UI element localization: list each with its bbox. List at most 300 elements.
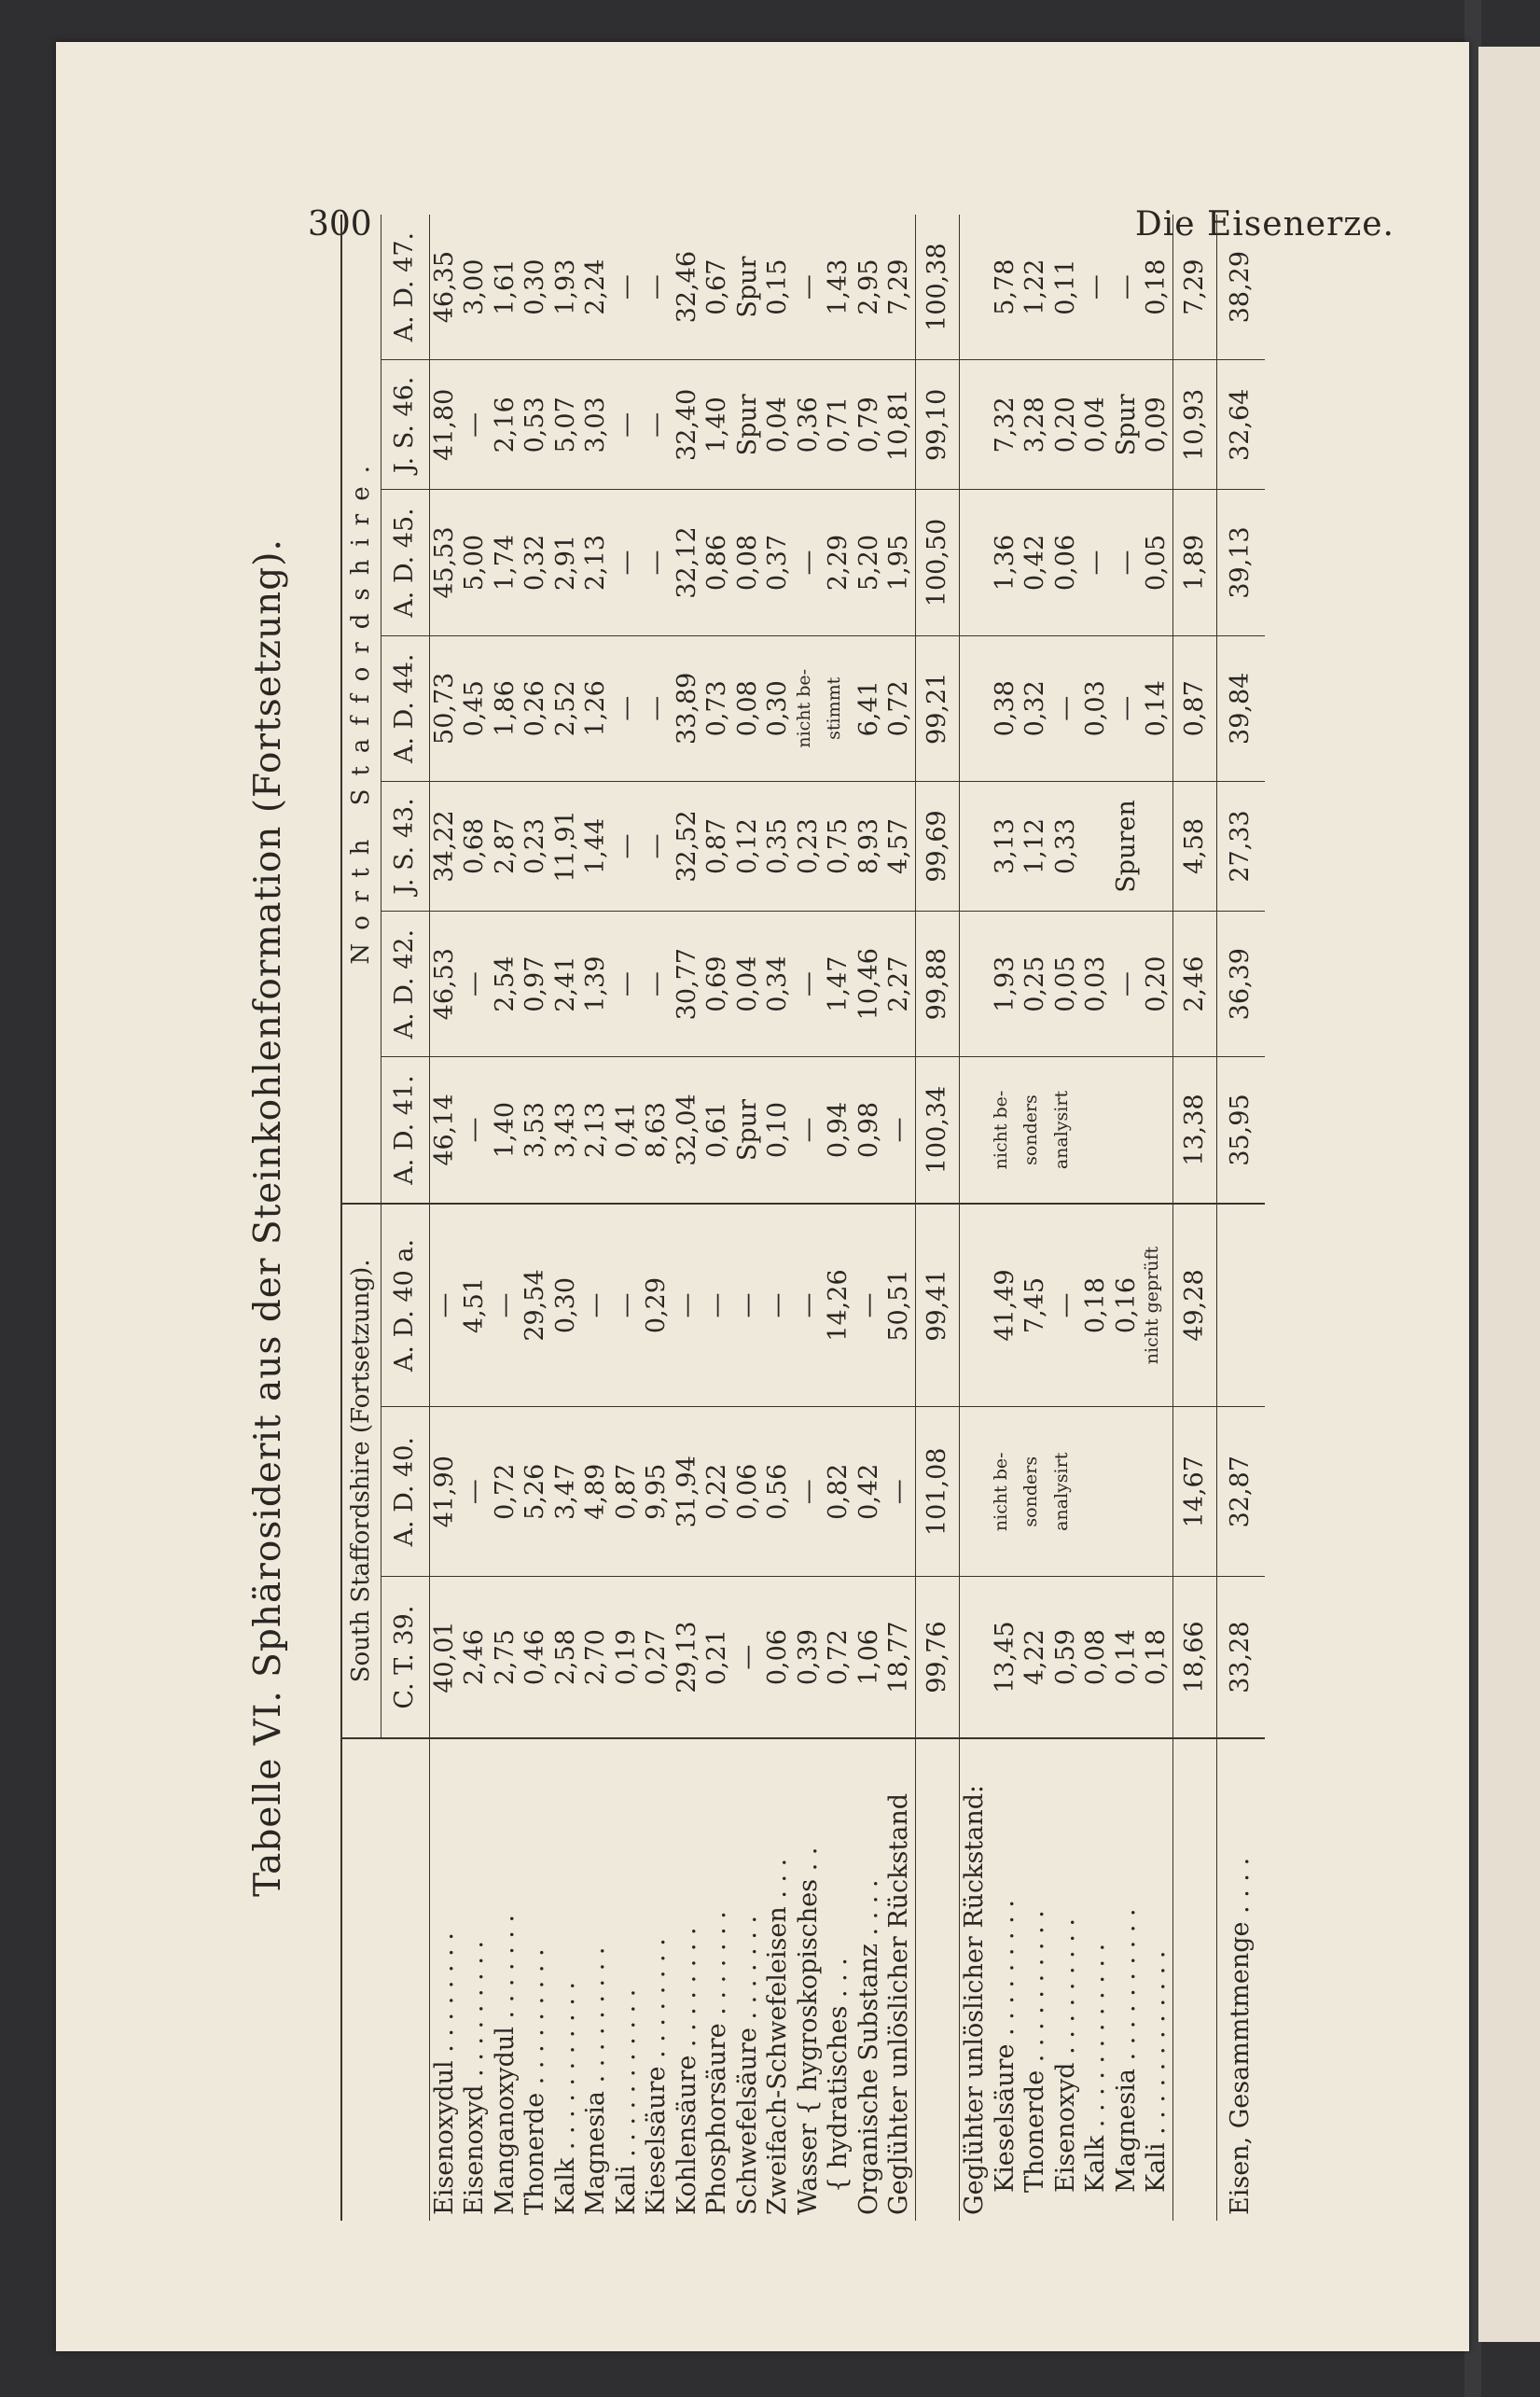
sum-value: 100,38	[915, 215, 960, 360]
table-row-value: 1,40	[702, 360, 733, 490]
table-row-value: 2,52	[551, 635, 582, 781]
table-row-value: —	[491, 1204, 521, 1407]
table-row-label: Eisenoxydul . . . . . . . .	[429, 1932, 459, 2215]
table-row-value: 4,51	[460, 1204, 491, 1407]
table-row-value: 0,08	[733, 490, 764, 635]
table-row-value: 2,91	[551, 490, 582, 635]
table-row-value: —	[794, 490, 825, 635]
table-row-value: 5,20	[854, 490, 885, 635]
table-row-value: 9,95	[642, 1407, 673, 1577]
table-row-value: 2,27	[884, 912, 915, 1057]
table-row-value: —	[460, 1057, 491, 1204]
table-row-value: 0,72	[824, 1577, 854, 1738]
table-row-value: 2,54	[491, 912, 521, 1057]
sum-value: 99,88	[915, 912, 960, 1057]
residue-row-value: 0,14	[1112, 1577, 1143, 1738]
table-row-value: 2,41	[551, 912, 582, 1057]
empty-cell	[960, 1057, 991, 1204]
table-row-value: 34,22	[429, 781, 460, 911]
table-row-value: 1,95	[884, 490, 915, 635]
table-row-value: —	[702, 1204, 733, 1407]
table-row-value: 5,26	[520, 1407, 551, 1577]
table-row-value: 0,71	[824, 360, 854, 490]
label-header	[382, 1738, 430, 2221]
table-row-value: 1,43	[824, 215, 854, 360]
table-row-value: —	[884, 1057, 915, 1204]
residue-row-value	[1142, 781, 1172, 911]
table-row-value: 40,01	[429, 1577, 460, 1738]
table-row-value: 1,86	[491, 635, 521, 781]
table-row-value: —	[642, 781, 673, 911]
table-row-value: 0,08	[733, 635, 764, 781]
empty-cell	[960, 490, 991, 635]
residue-sum-value: 14,67	[1172, 1407, 1217, 1577]
group-north-staffordshire: North Staffordshire.	[341, 215, 382, 1204]
table-row-value: 0,61	[702, 1057, 733, 1204]
residue-row-value	[1112, 1407, 1143, 1577]
sum-value: 99,69	[915, 781, 960, 911]
residue-row-value: sonders	[1020, 1407, 1051, 1577]
residue-row-value: 0,20	[1051, 360, 1082, 490]
sum-value: 100,50	[915, 490, 960, 635]
total-value: 38,29	[1217, 215, 1265, 360]
empty-cell	[960, 1577, 991, 1738]
table-row-value: 0,39	[794, 1577, 825, 1738]
table-row-value: 1,40	[491, 1057, 521, 1204]
residue-row-label: Thonerde . . . . . . . . . .	[1020, 1910, 1050, 2193]
residue-row-value: nicht be-	[991, 1407, 1021, 1577]
table-row-value: 0,10	[763, 1057, 794, 1204]
column-header: A. D. 40.	[382, 1407, 430, 1577]
column-header: A. D. 47.	[382, 215, 430, 360]
table-row-value: —	[460, 360, 491, 490]
table-row-value: 0,56	[763, 1407, 794, 1577]
residue-row-value: —	[1112, 215, 1143, 360]
residue-sum-value: 1,89	[1172, 490, 1217, 635]
table-row-label: { hydratisches . . .	[824, 1958, 853, 2193]
column-header: A. D. 44.	[382, 635, 430, 781]
table-row-value: 0,68	[460, 781, 491, 911]
residue-row-value: —	[1081, 490, 1112, 635]
residue-row-value: 1,12	[1020, 781, 1051, 911]
residue-row-value: 7,32	[991, 360, 1021, 490]
residue-row-value: —	[1112, 635, 1143, 781]
residue-row-value	[1112, 1057, 1143, 1204]
table-row-value: 41,80	[429, 360, 460, 490]
table-row-value: 45,53	[429, 490, 460, 635]
table-row-value: —	[884, 1407, 915, 1577]
residue-sum-value: 49,28	[1172, 1204, 1217, 1407]
table-row-label: Wasser { hygroskopisches . .	[793, 1847, 823, 2215]
table-row-value: —	[612, 912, 643, 1057]
table-row-value: 0,12	[733, 781, 764, 911]
table-row-value: 1,47	[824, 912, 854, 1057]
residue-row-value: 1,36	[991, 490, 1021, 635]
residue-row-value: 4,22	[1020, 1577, 1051, 1738]
residue-row-value: 13,45	[991, 1577, 1021, 1738]
residue-row-value: 0,33	[1051, 781, 1082, 911]
table-row-value: 2,13	[581, 490, 612, 635]
table-row-value: —	[733, 1204, 764, 1407]
residue-row-label: Eisenoxyd . . . . . . . . .	[1050, 1917, 1080, 2193]
table-row-value: 2,29	[824, 490, 854, 635]
column-header: A. D. 41.	[382, 1057, 430, 1204]
residue-row-value: —	[1112, 912, 1143, 1057]
residue-row-value: Spur	[1112, 360, 1143, 490]
table-row-value: 14,26	[824, 1204, 854, 1407]
residue-row-value: 0,18	[1142, 215, 1172, 360]
table-row-value: —	[854, 1204, 885, 1407]
table-row-value: 32,12	[673, 490, 703, 635]
table-row-value: —	[612, 215, 643, 360]
residue-row-label: Kalk . . . . . . . . . . . .	[1081, 1943, 1111, 2193]
table-row-label: Kali . . . . . . . . . . .	[611, 1988, 641, 2215]
residue-row-value: 0,59	[1051, 1577, 1082, 1738]
table-row-label: Magnesia . . . . . . . . .	[581, 1946, 611, 2215]
residue-row-label: Magnesia . . . . . . . . . .	[1111, 1908, 1141, 2193]
residue-row-value: 0,09	[1142, 360, 1172, 490]
table-row-value: 0,69	[702, 912, 733, 1057]
residue-row-value	[1081, 1407, 1112, 1577]
table-row-label: Kohlensäure . . . . . . . .	[672, 1927, 701, 2215]
group-south-staffordshire: South Staffordshire (Fortsetzung).	[341, 1204, 382, 1738]
table-row-value: —	[642, 360, 673, 490]
table-row-value: 50,73	[429, 635, 460, 781]
residue-row-value	[1142, 1057, 1172, 1204]
table-row-value: —	[794, 1407, 825, 1577]
table-row-value: —	[794, 1057, 825, 1204]
table-row-value: stimmt	[824, 635, 854, 781]
empty-cell	[960, 360, 991, 490]
residue-row-value: 0,18	[1081, 1204, 1112, 1407]
total-value: 27,33	[1217, 781, 1265, 911]
table-row-value: 0,53	[520, 360, 551, 490]
table-row-value: 2,75	[491, 1577, 521, 1738]
table-row-label: Kalk . . . . . . . . . . .	[550, 1981, 580, 2215]
empty-cell	[960, 781, 991, 911]
table-row-value: Spur	[733, 1057, 764, 1204]
table-row-value: 2,46	[460, 1577, 491, 1738]
table-row-value: 32,52	[673, 781, 703, 911]
table-row-value: —	[581, 1204, 612, 1407]
table-row-label: Kieselsäure . . . . . . . .	[642, 1938, 672, 2215]
table-row-value: 0,04	[733, 912, 764, 1057]
table-row-label: Eisenoxyd . . . . . . . . .	[460, 1940, 490, 2215]
sum-value: 99,10	[915, 360, 960, 490]
running-title: Die Eisenerze.	[1134, 205, 1394, 244]
residue-row-value: 0,14	[1142, 635, 1172, 781]
table-row-value: 18,77	[884, 1577, 915, 1738]
table-row-label: Thonerde . . . . . . . . .	[520, 1948, 550, 2215]
residue-row-value: 0,05	[1051, 912, 1082, 1057]
residue-row-value: 0,11	[1051, 215, 1082, 360]
table-row-value: 32,04	[673, 1057, 703, 1204]
table-row-value: 0,79	[854, 360, 885, 490]
table-row-value: 8,93	[854, 781, 885, 911]
table-row-value: —	[794, 912, 825, 1057]
table-row-label: Phosphorsäure . . . . . . .	[702, 1911, 732, 2215]
residue-row-value: 0,20	[1142, 912, 1172, 1057]
table-row-value: 0,23	[520, 781, 551, 911]
table-row-value: —	[642, 635, 673, 781]
page-number: 300	[308, 205, 372, 244]
table-row-label: Schwefelsäure . . . . . . .	[732, 1915, 762, 2215]
table-row-value: Spur	[733, 360, 764, 490]
table-row-value: 46,14	[429, 1057, 460, 1204]
residue-row-value: —	[1112, 490, 1143, 635]
table-row-label: Geglühter unlöslicher Rückstand	[884, 1792, 914, 2215]
table-row-value: —	[612, 635, 643, 781]
empty-cell	[960, 1204, 991, 1407]
table-row-value: —	[612, 781, 643, 911]
table-row-value: 4,57	[884, 781, 915, 911]
table-row-value: —	[763, 1204, 794, 1407]
table-row-value: nicht be-	[794, 635, 825, 781]
table-row-value: 0,72	[491, 1407, 521, 1577]
residue-row-value: 0,05	[1142, 490, 1172, 635]
residue-row-label: Kieselsäure . . . . . . . . .	[990, 1900, 1020, 2193]
table-row-value: 1,44	[581, 781, 612, 911]
total-value: 33,28	[1217, 1577, 1265, 1738]
residue-row-value: 3,13	[991, 781, 1021, 911]
residue-row-value: Spuren	[1112, 781, 1143, 911]
table-row-value: 6,41	[854, 635, 885, 781]
table-row-value: —	[794, 1204, 825, 1407]
residue-row-value: nicht geprüft	[1142, 1204, 1172, 1407]
total-value: 35,95	[1217, 1057, 1265, 1204]
table-row-value: 0,27	[642, 1577, 673, 1738]
table-row-value: 0,26	[520, 635, 551, 781]
table-row-value: —	[429, 1204, 460, 1407]
table-row-value: 0,06	[763, 1577, 794, 1738]
table-row-value: 0,87	[612, 1407, 643, 1577]
residue-sum-value: 7,29	[1172, 215, 1217, 360]
sum-value: 100,34	[915, 1057, 960, 1204]
table-row-value: 0,45	[460, 635, 491, 781]
table-row-value: 41,90	[429, 1407, 460, 1577]
table-row-value: 0,67	[702, 215, 733, 360]
table-row-value: 11,91	[551, 781, 582, 911]
table-row-label: Zweifach-Schwefeleisen . . .	[763, 1858, 793, 2215]
table-row-value: 0,87	[702, 781, 733, 911]
table-row-value: 29,13	[673, 1577, 703, 1738]
table-row-value: 7,29	[884, 215, 915, 360]
residue-row-value: 0,32	[1020, 635, 1051, 781]
rotated-table-block	[247, 215, 1367, 2221]
residue-row-value: 1,93	[991, 912, 1021, 1057]
residue-row-value	[1081, 1057, 1112, 1204]
table-row-value: 0,34	[763, 912, 794, 1057]
table-row-label: Organische Substanz . . . .	[853, 1879, 883, 2215]
residue-row-value	[1142, 1407, 1172, 1577]
table-caption: Tabelle VI. Sphärosiderit aus der Steinkohlenformation (Fortsetzung).	[247, 538, 289, 1897]
table-row-value: 5,00	[460, 490, 491, 635]
sum-value: 99,41	[915, 1204, 960, 1407]
corner-cell	[341, 1738, 382, 2221]
table-row-value: —	[642, 490, 673, 635]
table-row-value: —	[612, 1204, 643, 1407]
sum-value: 99,21	[915, 635, 960, 781]
table-row-value: 0,41	[612, 1057, 643, 1204]
table-row-value: —	[612, 360, 643, 490]
total-value: 39,84	[1217, 635, 1265, 781]
residue-row-value: 1,22	[1020, 215, 1051, 360]
table-row-value: 0,06	[733, 1407, 764, 1577]
table-row-value: 0,94	[824, 1057, 854, 1204]
table-row-value: 2,95	[854, 215, 885, 360]
residue-row-value: nicht be-	[991, 1057, 1021, 1204]
sum-value: 99,76	[915, 1577, 960, 1738]
residue-row-value: 0,25	[1020, 912, 1051, 1057]
table-row-value: 2,13	[581, 1057, 612, 1204]
table-row-value: 46,53	[429, 912, 460, 1057]
residue-sum-value: 18,66	[1172, 1577, 1217, 1738]
table-row-value: 1,93	[551, 215, 582, 360]
table-row-value: 0,04	[763, 360, 794, 490]
residue-sum-label	[1172, 1738, 1217, 2221]
table-row-value: 3,00	[460, 215, 491, 360]
table-row-value: 5,07	[551, 360, 582, 490]
table-row-value: 3,53	[520, 1057, 551, 1204]
residue-row-value: 5,78	[991, 215, 1021, 360]
residue-sum-value: 4,58	[1172, 781, 1217, 911]
empty-cell	[960, 1407, 991, 1577]
empty-cell	[960, 912, 991, 1057]
total-value: 36,39	[1217, 912, 1265, 1057]
facing-page-edge	[1478, 47, 1540, 2342]
residue-row-label: Kali . . . . . . . . . . . .	[1142, 1950, 1172, 2193]
sum-label	[915, 1738, 960, 2221]
table-row-value: 10,46	[854, 912, 885, 1057]
table-row-value: 0,97	[520, 912, 551, 1057]
table-row-value: 1,61	[491, 215, 521, 360]
residue-row-value: —	[1081, 215, 1112, 360]
residue-row-value: 0,06	[1051, 490, 1082, 635]
column-header: C. T. 39.	[382, 1577, 430, 1738]
table-row-value: 1,26	[581, 635, 612, 781]
table-row-value: 0,30	[551, 1204, 582, 1407]
table-row-value: —	[460, 1407, 491, 1577]
residue-row-value: 0,03	[1081, 635, 1112, 781]
table-row-value: 0,15	[763, 215, 794, 360]
table-row-value: 2,16	[491, 360, 521, 490]
residue-row-value: analysirt	[1051, 1407, 1082, 1577]
table-row-value: 10,81	[884, 360, 915, 490]
residue-sum-value: 13,38	[1172, 1057, 1217, 1204]
empty-cell	[960, 635, 991, 781]
table-row-value: 50,51	[884, 1204, 915, 1407]
residue-sum-value: 10,93	[1172, 360, 1217, 490]
residue-row-value: —	[1051, 1204, 1082, 1407]
table-row-value: 2,24	[581, 215, 612, 360]
table-row-value: 1,06	[854, 1577, 885, 1738]
table-row-value: 32,46	[673, 215, 703, 360]
residue-row-value: 0,08	[1081, 1577, 1112, 1738]
table-row-value: 0,73	[702, 635, 733, 781]
table-row-value: 2,58	[551, 1577, 582, 1738]
residue-title: Geglühter unlöslicher Rückstand:	[960, 1784, 990, 2215]
total-label: Eisen, Gesammtmenge . . . .	[1217, 1738, 1265, 2221]
residue-row-value	[1081, 781, 1112, 911]
column-header: A. D. 45.	[382, 490, 430, 635]
table-row-value: 3,47	[551, 1407, 582, 1577]
sum-value: 101,08	[915, 1407, 960, 1577]
table-row-value: —	[460, 912, 491, 1057]
table-row-value: 0,30	[520, 215, 551, 360]
residue-row-value: 0,04	[1081, 360, 1112, 490]
table-row-value: 3,43	[551, 1057, 582, 1204]
table-row-value: 0,86	[702, 490, 733, 635]
table-row-value: 32,40	[673, 360, 703, 490]
residue-row-value: —	[1051, 635, 1082, 781]
table-row-value: 0,36	[794, 360, 825, 490]
table-row-value: 29,54	[520, 1204, 551, 1407]
total-value	[1217, 1204, 1265, 1407]
residue-sum-value: 0,87	[1172, 635, 1217, 781]
table-row-value: 0,42	[854, 1407, 885, 1577]
table-row-value: —	[612, 490, 643, 635]
table-row-value: 2,70	[581, 1577, 612, 1738]
column-header: A. D. 42.	[382, 912, 430, 1057]
table-row-value: —	[733, 1577, 764, 1738]
table-row-value: 0,23	[794, 781, 825, 911]
residue-row-value: 0,18	[1142, 1577, 1172, 1738]
total-value: 32,64	[1217, 360, 1265, 490]
table-row-value: —	[642, 912, 673, 1057]
residue-row-value: 0,16	[1112, 1204, 1143, 1407]
table-row-value: 0,30	[763, 635, 794, 781]
table-row-value: 1,74	[491, 490, 521, 635]
total-value: 39,13	[1217, 490, 1265, 635]
table-row-value: 46,35	[429, 215, 460, 360]
total-value: 32,87	[1217, 1407, 1265, 1577]
column-header: J. S. 46.	[382, 360, 430, 490]
residue-row-value: 0,42	[1020, 490, 1051, 635]
table-row-value: Spur	[733, 215, 764, 360]
table-row-value: 0,35	[763, 781, 794, 911]
table-row-value: 2,87	[491, 781, 521, 911]
table-row-value: 31,94	[673, 1407, 703, 1577]
table-row-value: —	[794, 215, 825, 360]
column-header: J. S. 43.	[382, 781, 430, 911]
table-row-value: 0,19	[612, 1577, 643, 1738]
table-row-label: Manganoxydul . . . . . . .	[490, 1914, 520, 2215]
analysis-table	[340, 215, 1265, 2221]
table-row-value: 0,37	[763, 490, 794, 635]
residue-row-value: 0,03	[1081, 912, 1112, 1057]
table-row-value: 0,75	[824, 781, 854, 911]
residue-row-value: sonders	[1020, 1057, 1051, 1204]
table-row-value: 1,39	[581, 912, 612, 1057]
table-row-value: 0,29	[642, 1204, 673, 1407]
table-row-value: 33,89	[673, 635, 703, 781]
table-row-value: 8,63	[642, 1057, 673, 1204]
empty-cell	[960, 215, 991, 360]
table-row-value: —	[642, 215, 673, 360]
residue-row-value: analysirt	[1051, 1057, 1082, 1204]
table-row-value: 0,82	[824, 1407, 854, 1577]
table-row-value: 0,22	[702, 1407, 733, 1577]
residue-row-value: 41,49	[991, 1204, 1021, 1407]
table-row-value: 0,98	[854, 1057, 885, 1204]
table-row-value: 3,03	[581, 360, 612, 490]
table-row-value: 30,77	[673, 912, 703, 1057]
table-row-value: 4,89	[581, 1407, 612, 1577]
residue-sum-value: 2,46	[1172, 912, 1217, 1057]
residue-row-value: 3,28	[1020, 360, 1051, 490]
table-row-value: —	[673, 1204, 703, 1407]
residue-row-value: 0,38	[991, 635, 1021, 781]
